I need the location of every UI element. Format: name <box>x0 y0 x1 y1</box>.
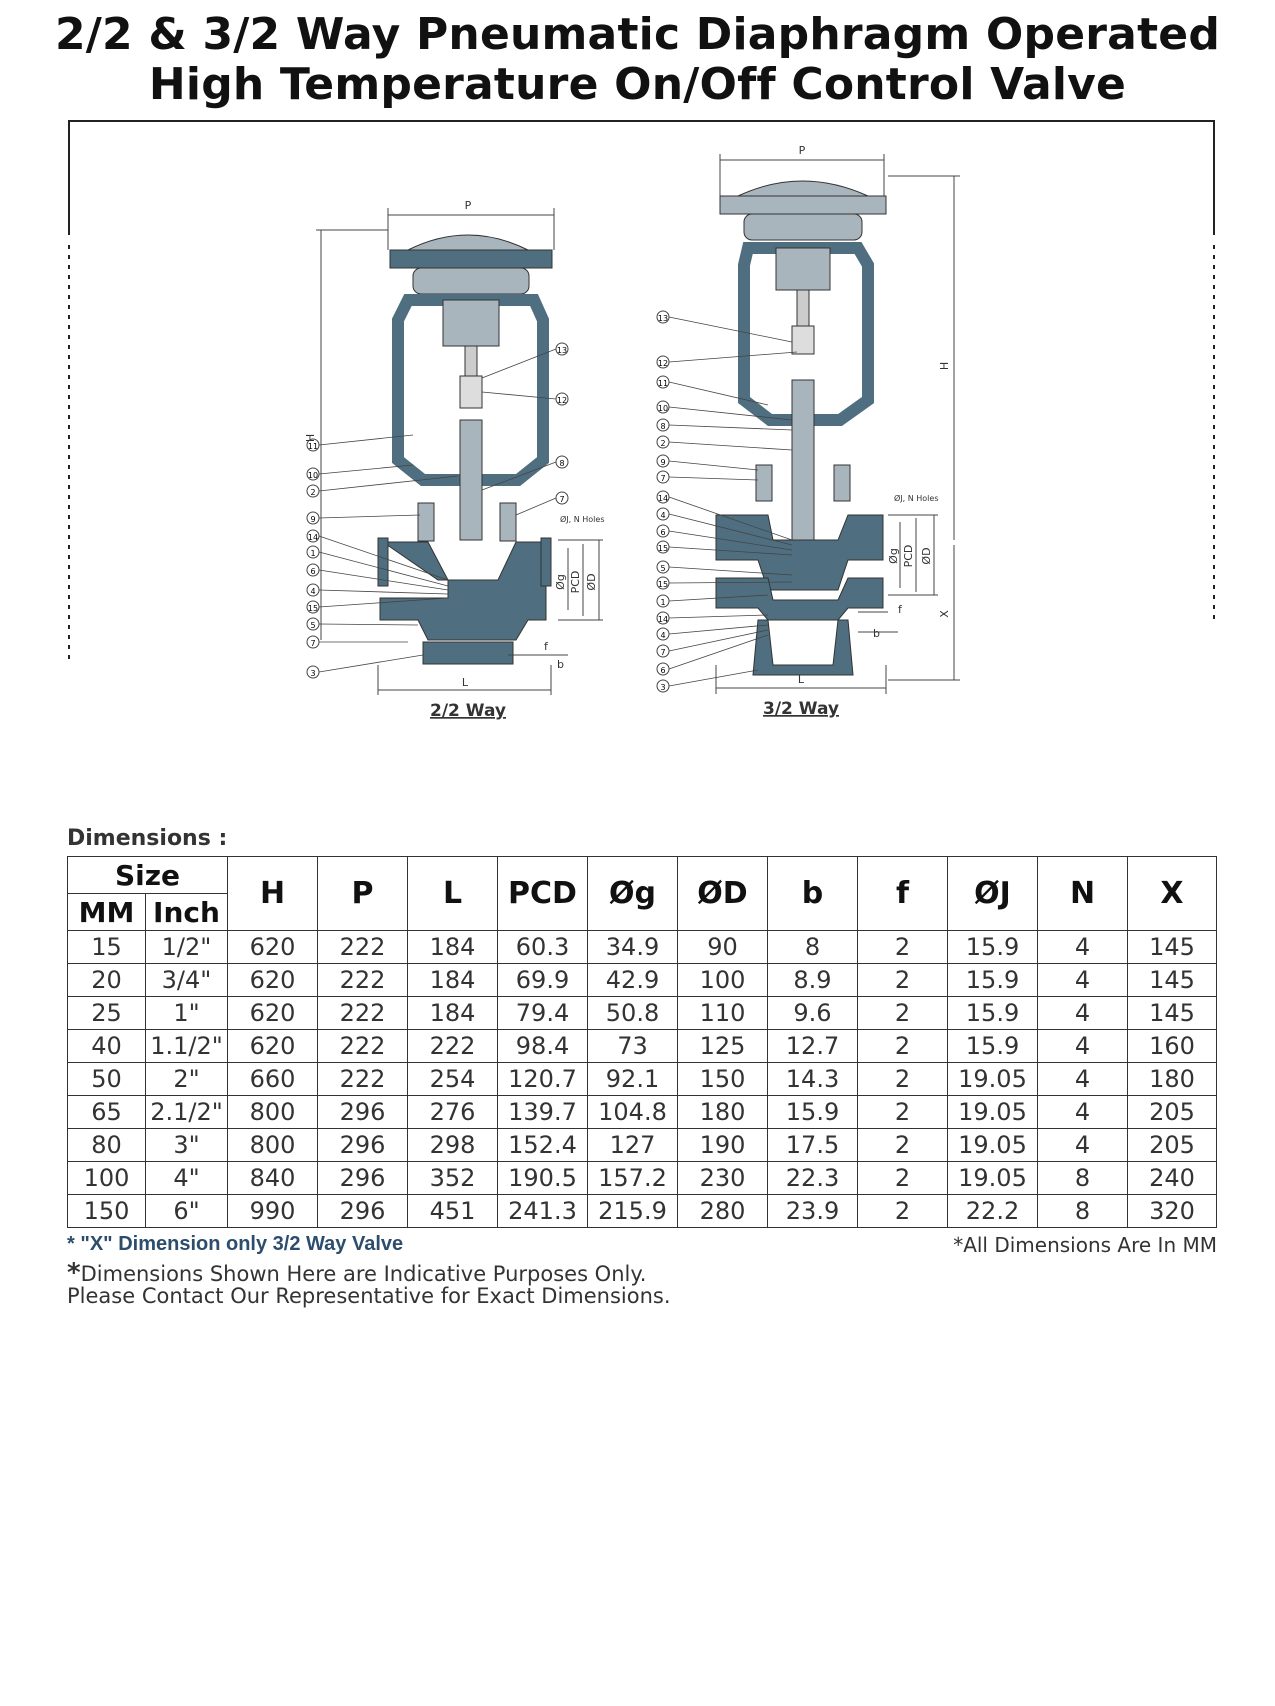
svg-text:6: 6 <box>660 666 666 675</box>
inch-header: Inch <box>146 894 228 931</box>
left-dim-d: ØD <box>585 573 598 591</box>
table-cell: 180 <box>678 1096 768 1129</box>
svg-text:14: 14 <box>657 615 669 624</box>
svg-text:14: 14 <box>307 533 319 542</box>
table-cell: 90 <box>678 931 768 964</box>
size-header: Size <box>68 857 228 894</box>
table-cell: 222 <box>318 964 408 997</box>
table-cell: 240 <box>1128 1162 1217 1195</box>
table-cell: 296 <box>318 1162 408 1195</box>
table-cell: 222 <box>318 1063 408 1096</box>
table-cell: 145 <box>1128 931 1217 964</box>
left-dim-h: H <box>304 433 317 443</box>
table-cell: 110 <box>678 997 768 1030</box>
x-dimension-note: * "X" Dimension only 3/2 Way Valve <box>67 1233 404 1255</box>
table-cell: 1/2" <box>146 931 228 964</box>
indicative-text: Dimensions Shown Here are Indicative Purposes Only. <box>80 1262 647 1286</box>
table-cell: 4 <box>1038 997 1128 1030</box>
right-dim-x: X <box>938 610 951 618</box>
left-dim-p: P <box>464 199 472 212</box>
table-cell: 184 <box>408 931 498 964</box>
svg-text:7: 7 <box>559 495 565 504</box>
table-cell: 15.9 <box>768 1096 858 1129</box>
table-cell: 125 <box>678 1030 768 1063</box>
table-cell: 157.2 <box>588 1162 678 1195</box>
svg-text:4: 4 <box>660 631 666 640</box>
svg-text:10: 10 <box>307 471 319 480</box>
right-dim-l: L <box>797 673 805 686</box>
page-title-line-1: 2/2 & 3/2 Way Pneumatic Diaphragm Operated <box>54 9 1221 60</box>
svg-text:7: 7 <box>660 474 666 483</box>
table-cell: 15.9 <box>948 1030 1038 1063</box>
svg-text:9: 9 <box>660 458 666 467</box>
col-header-l: L <box>408 857 498 931</box>
table-cell: 2 <box>858 1129 948 1162</box>
mm-header: MM <box>68 894 146 931</box>
svg-text:8: 8 <box>559 459 565 468</box>
table-cell: 800 <box>228 1129 318 1162</box>
svg-text:4: 4 <box>310 587 316 596</box>
svg-text:10: 10 <box>657 404 669 413</box>
table-cell: 4 <box>1038 1096 1128 1129</box>
right-dim-d: ØD <box>920 547 933 565</box>
svg-text:6: 6 <box>660 528 666 537</box>
table-cell: 296 <box>318 1129 408 1162</box>
table-cell: 15.9 <box>948 997 1038 1030</box>
table-cell: 184 <box>408 997 498 1030</box>
units-note: *All Dimensions Are In MM <box>953 1233 1217 1257</box>
right-dim-f: f <box>898 603 902 616</box>
svg-text:15: 15 <box>307 604 319 613</box>
table-cell: 100 <box>68 1162 146 1195</box>
col-header-f: f <box>858 857 948 931</box>
table-row <box>68 931 1217 964</box>
col-header-d: ØD <box>678 857 768 931</box>
left-dim-holes: ØJ, N Holes <box>560 515 605 524</box>
table-cell: 620 <box>228 964 318 997</box>
table-cell: 180 <box>1128 1063 1217 1096</box>
table-row <box>68 1030 1217 1063</box>
left-dim-l: L <box>461 676 469 689</box>
left-caption: 2/2 Way <box>430 701 506 721</box>
svg-text:5: 5 <box>660 564 666 573</box>
col-header-g: Øg <box>588 857 678 931</box>
svg-text:2: 2 <box>660 439 666 448</box>
svg-text:13: 13 <box>657 314 669 323</box>
table-cell: 190.5 <box>498 1162 588 1195</box>
table-cell: 254 <box>408 1063 498 1096</box>
table-cell: 296 <box>318 1096 408 1129</box>
table-cell: 4 <box>1038 931 1128 964</box>
table-cell: 2 <box>858 931 948 964</box>
table-cell: 104.8 <box>588 1096 678 1129</box>
table-cell: 230 <box>678 1162 768 1195</box>
table-cell: 840 <box>228 1162 318 1195</box>
table-cell: 8 <box>1038 1195 1128 1228</box>
table-cell: 2 <box>858 1195 948 1228</box>
table-cell: 8 <box>1038 1162 1128 1195</box>
table-cell: 352 <box>408 1162 498 1195</box>
table-cell: 8 <box>768 931 858 964</box>
table-cell: 3/4" <box>146 964 228 997</box>
table-cell: 3" <box>146 1129 228 1162</box>
table-cell: 800 <box>228 1096 318 1129</box>
table-cell: 19.05 <box>948 1162 1038 1195</box>
col-header-h: H <box>228 857 318 931</box>
table-cell: 25 <box>68 997 146 1030</box>
table-cell: 8.9 <box>768 964 858 997</box>
table-cell: 1" <box>146 997 228 1030</box>
right-callouts <box>657 311 797 692</box>
page-title-line-2: High Temperature On/Off Control Valve <box>148 59 1127 110</box>
table-cell: 2 <box>858 1096 948 1129</box>
right-dim-h: H <box>938 361 951 371</box>
svg-text:11: 11 <box>307 442 319 451</box>
table-cell: 222 <box>318 997 408 1030</box>
table-row <box>68 964 1217 997</box>
table-cell: 2" <box>146 1063 228 1096</box>
table-cell: 19.05 <box>948 1096 1038 1129</box>
table-cell: 73 <box>588 1030 678 1063</box>
table-cell: 19.05 <box>948 1129 1038 1162</box>
svg-text:2: 2 <box>310 488 316 497</box>
table-cell: 145 <box>1128 964 1217 997</box>
svg-text:12: 12 <box>556 396 568 405</box>
table-cell: 22.3 <box>768 1162 858 1195</box>
table-row <box>68 1129 1217 1162</box>
table-cell: 620 <box>228 997 318 1030</box>
table-cell: 150 <box>678 1063 768 1096</box>
svg-text:14: 14 <box>657 494 669 503</box>
col-header-n: N <box>1038 857 1128 931</box>
table-cell: 4 <box>1038 1063 1128 1096</box>
svg-text:4: 4 <box>660 511 666 520</box>
valve-3-2-way <box>657 144 960 719</box>
svg-text:8: 8 <box>660 422 666 431</box>
table-cell: 139.7 <box>498 1096 588 1129</box>
table-cell: 127 <box>588 1129 678 1162</box>
svg-text:3: 3 <box>310 669 316 678</box>
svg-text:15: 15 <box>657 544 669 553</box>
table-body <box>68 931 1217 1228</box>
table-cell: 241.3 <box>498 1195 588 1228</box>
table-cell: 2.1/2" <box>146 1096 228 1129</box>
table-cell: 50.8 <box>588 997 678 1030</box>
table-cell: 990 <box>228 1195 318 1228</box>
technical-drawing <box>68 120 1215 721</box>
left-dim-b: b <box>557 658 564 671</box>
table-cell: 2 <box>858 1030 948 1063</box>
table-cell: 276 <box>408 1096 498 1129</box>
table-cell: 222 <box>318 1030 408 1063</box>
table-cell: 34.9 <box>588 931 678 964</box>
dimensions-table <box>67 856 1217 1228</box>
table-cell: 17.5 <box>768 1129 858 1162</box>
svg-text:11: 11 <box>657 379 669 388</box>
table-cell: 620 <box>228 931 318 964</box>
table-cell: 65 <box>68 1096 146 1129</box>
svg-text:13: 13 <box>556 346 568 355</box>
note-star: * <box>67 1258 81 1288</box>
left-dim-g: Øg <box>554 574 567 590</box>
table-cell: 92.1 <box>588 1063 678 1096</box>
table-cell: 184 <box>408 964 498 997</box>
table-cell: 222 <box>318 931 408 964</box>
svg-text:7: 7 <box>310 639 316 648</box>
table-cell: 205 <box>1128 1096 1217 1129</box>
table-cell: 40 <box>68 1030 146 1063</box>
table-cell: 15.9 <box>948 964 1038 997</box>
table-cell: 42.9 <box>588 964 678 997</box>
table-cell: 69.9 <box>498 964 588 997</box>
table-cell: 120.7 <box>498 1063 588 1096</box>
table-cell: 2 <box>858 1162 948 1195</box>
right-caption: 3/2 Way <box>763 699 839 719</box>
table-cell: 190 <box>678 1129 768 1162</box>
table-cell: 6" <box>146 1195 228 1228</box>
svg-text:7: 7 <box>660 648 666 657</box>
table-row <box>68 997 1217 1030</box>
table-cell: 205 <box>1128 1129 1217 1162</box>
contact-note: Please Contact Our Representative for Exact Dimensions. <box>67 1284 671 1308</box>
right-dim-p: P <box>798 144 806 157</box>
table-cell: 15.9 <box>948 931 1038 964</box>
table-row <box>68 1195 1217 1228</box>
table-cell: 50 <box>68 1063 146 1096</box>
table-cell: 145 <box>1128 997 1217 1030</box>
table-cell: 100 <box>678 964 768 997</box>
col-header-b: b <box>768 857 858 931</box>
table-cell: 150 <box>68 1195 146 1228</box>
table-cell: 2 <box>858 997 948 1030</box>
table-cell: 152.4 <box>498 1129 588 1162</box>
table-cell: 80 <box>68 1129 146 1162</box>
left-dim-pcd: PCD <box>569 570 582 594</box>
table-cell: 215.9 <box>588 1195 678 1228</box>
table-cell: 620 <box>228 1030 318 1063</box>
svg-text:6: 6 <box>310 567 316 576</box>
valve-2-2-way <box>304 199 605 721</box>
table-cell: 660 <box>228 1063 318 1096</box>
svg-text:1: 1 <box>660 598 666 607</box>
left-dim-f: f <box>544 640 548 653</box>
col-header-j: ØJ <box>948 857 1038 931</box>
dimensions-label: Dimensions : <box>67 826 228 851</box>
right-dim-g: Øg <box>887 548 900 564</box>
left-callouts-right <box>482 343 568 515</box>
col-header-x: X <box>1128 857 1217 931</box>
right-dim-pcd: PCD <box>902 544 915 568</box>
svg-text:15: 15 <box>657 580 669 589</box>
table-cell: 19.05 <box>948 1063 1038 1096</box>
right-dim-b: b <box>873 627 880 640</box>
table-cell: 222 <box>408 1030 498 1063</box>
table-cell: 9.6 <box>768 997 858 1030</box>
table-cell: 320 <box>1128 1195 1217 1228</box>
table-cell: 451 <box>408 1195 498 1228</box>
table-cell: 22.2 <box>948 1195 1038 1228</box>
table-header-row <box>68 857 1217 894</box>
svg-text:3: 3 <box>660 683 666 692</box>
table-row <box>68 1063 1217 1096</box>
table-cell: 23.9 <box>768 1195 858 1228</box>
table-cell: 160 <box>1128 1030 1217 1063</box>
drawing-svg <box>68 120 1215 721</box>
right-dim-holes: ØJ, N Holes <box>894 494 939 503</box>
table-cell: 98.4 <box>498 1030 588 1063</box>
svg-text:9: 9 <box>310 515 316 524</box>
table-cell: 60.3 <box>498 931 588 964</box>
table-cell: 280 <box>678 1195 768 1228</box>
table-cell: 15 <box>68 931 146 964</box>
col-header-pcd: PCD <box>498 857 588 931</box>
table-cell: 20 <box>68 964 146 997</box>
table-cell: 79.4 <box>498 997 588 1030</box>
table-cell: 298 <box>408 1129 498 1162</box>
table-cell: 4 <box>1038 1129 1128 1162</box>
svg-text:1: 1 <box>310 549 316 558</box>
table-cell: 12.7 <box>768 1030 858 1063</box>
svg-text:5: 5 <box>310 621 316 630</box>
svg-text:12: 12 <box>657 359 669 368</box>
table-cell: 4 <box>1038 1030 1128 1063</box>
col-header-p: P <box>318 857 408 931</box>
table-cell: 4 <box>1038 964 1128 997</box>
table-row <box>68 1162 1217 1195</box>
table-cell: 296 <box>318 1195 408 1228</box>
table-cell: 2 <box>858 964 948 997</box>
table-cell: 14.3 <box>768 1063 858 1096</box>
table-cell: 2 <box>858 1063 948 1096</box>
table-cell: 4" <box>146 1162 228 1195</box>
table-row <box>68 1096 1217 1129</box>
table-cell: 1.1/2" <box>146 1030 228 1063</box>
